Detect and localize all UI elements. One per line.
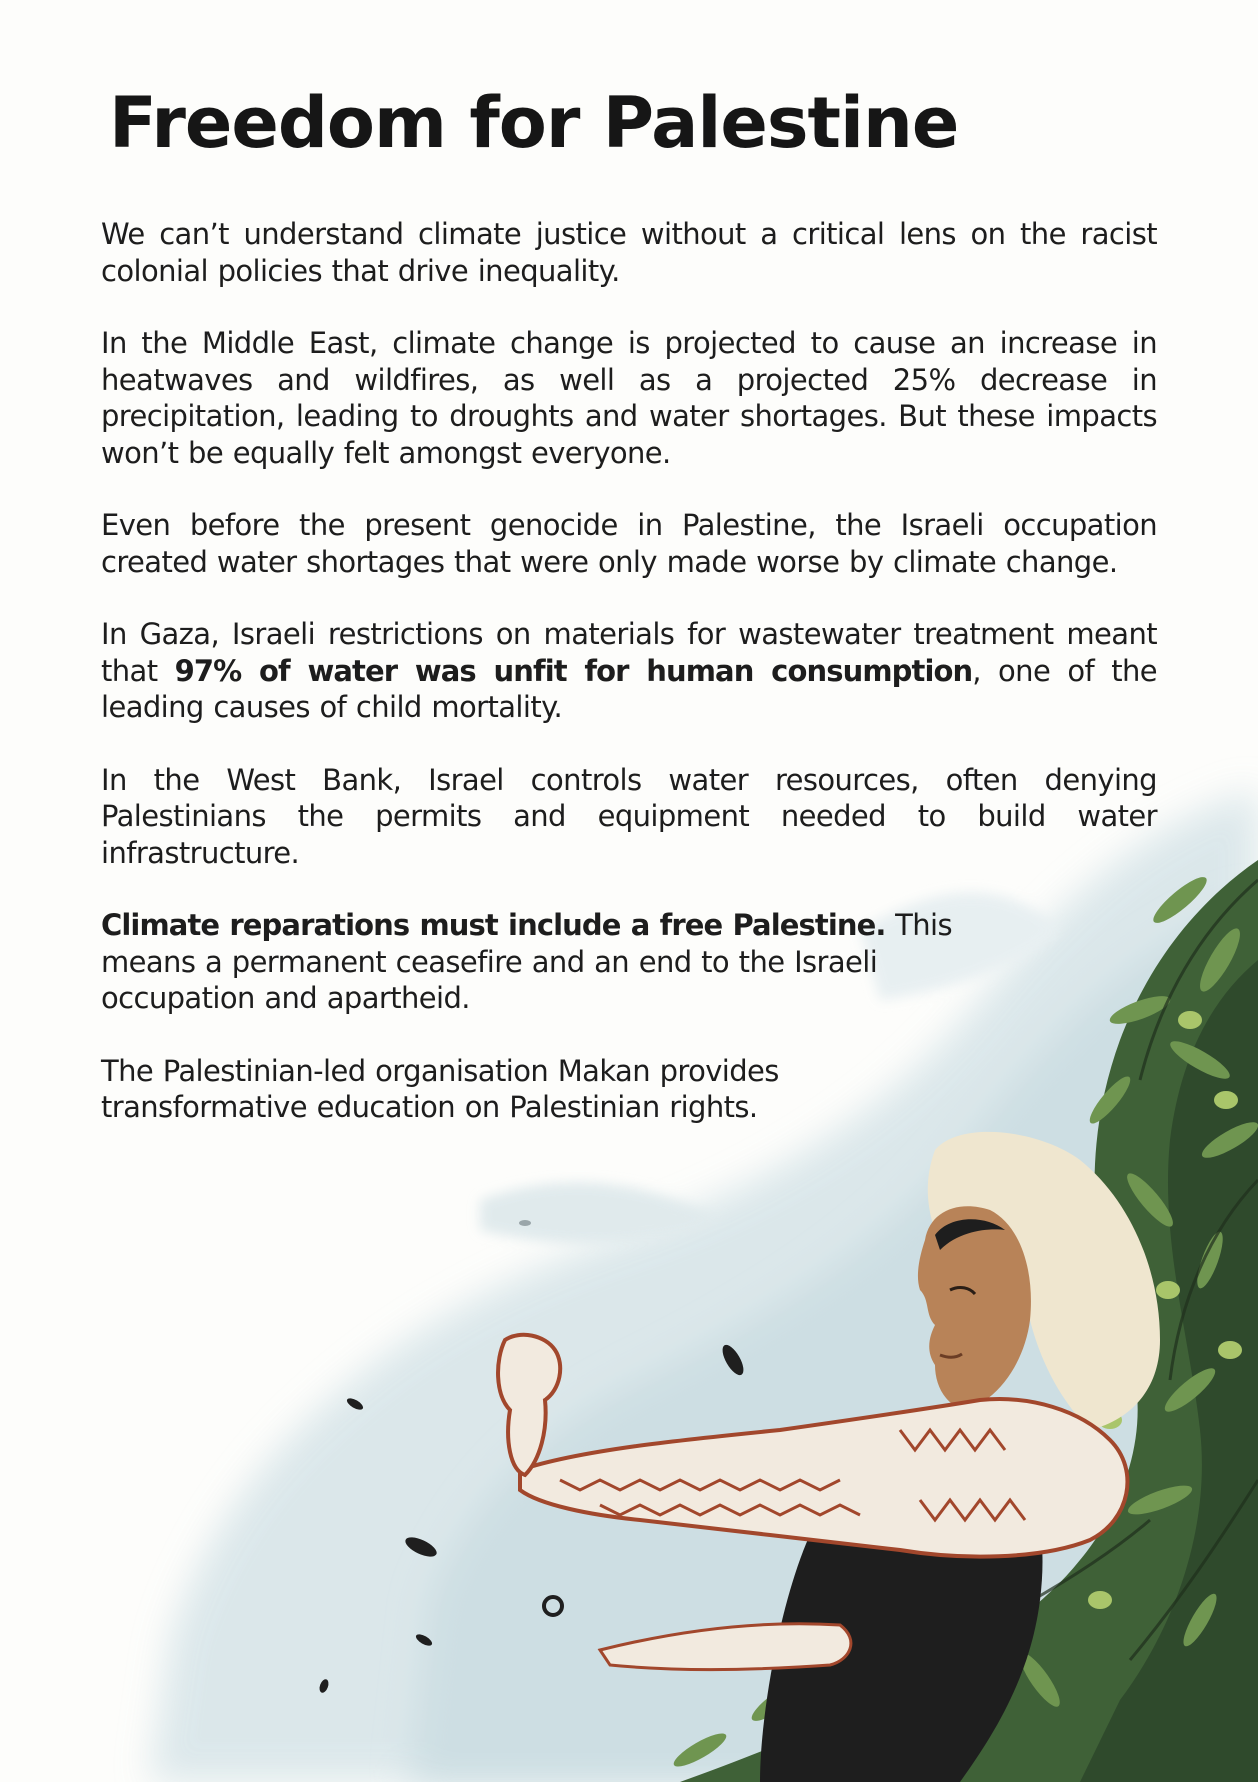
paragraph-reparations	[101, 907, 961, 1017]
reparations-highlight: Climate reparations must include a free Palestine.	[101, 908, 886, 942]
paragraph-makan: The Palestinian-led organisation Makan provides transformative education on Palestinian rights.	[101, 1053, 779, 1124]
gaza-text-after: , one of the leading causes of child mortality.	[101, 653, 1157, 724]
paragraph-west-bank: In the West Bank, Israel controls water resources, often denying Palestinians the permits and equipment needed to build water infrastructure.	[101, 762, 1157, 870]
paragraph-intro: We can’t understand climate justice without a critical lens on the racist colonial policies that drive inequality.	[101, 217, 1157, 288]
gaza-text-before: In Gaza, Israeli restrictions on materials for wastewater treatment meant that	[101, 617, 1157, 688]
article	[101, 78, 1157, 1162]
paragraph-occupation: Even before the present genocide in Palestine, the Israeli occupation created water shortages that were only made worse by climate change.	[101, 508, 1157, 579]
paragraph-middle-east: In the Middle East, climate change is projected to cause an increase in heatwaves and wildfires, as well as a projected 25% decrease in precipitation, leading to droughts and water shortages. But these impacts won’t be equally felt amongst everyone.	[101, 326, 1157, 470]
page-title: Freedom for Palestine	[109, 82, 959, 164]
gaza-highlight: 97% of water was unfit for human consumption	[174, 653, 973, 688]
reparations-text: This means a permanent ceasefire and an end to the Israeli occupation and apartheid.	[101, 908, 952, 1015]
paragraph-gaza	[101, 616, 1157, 726]
